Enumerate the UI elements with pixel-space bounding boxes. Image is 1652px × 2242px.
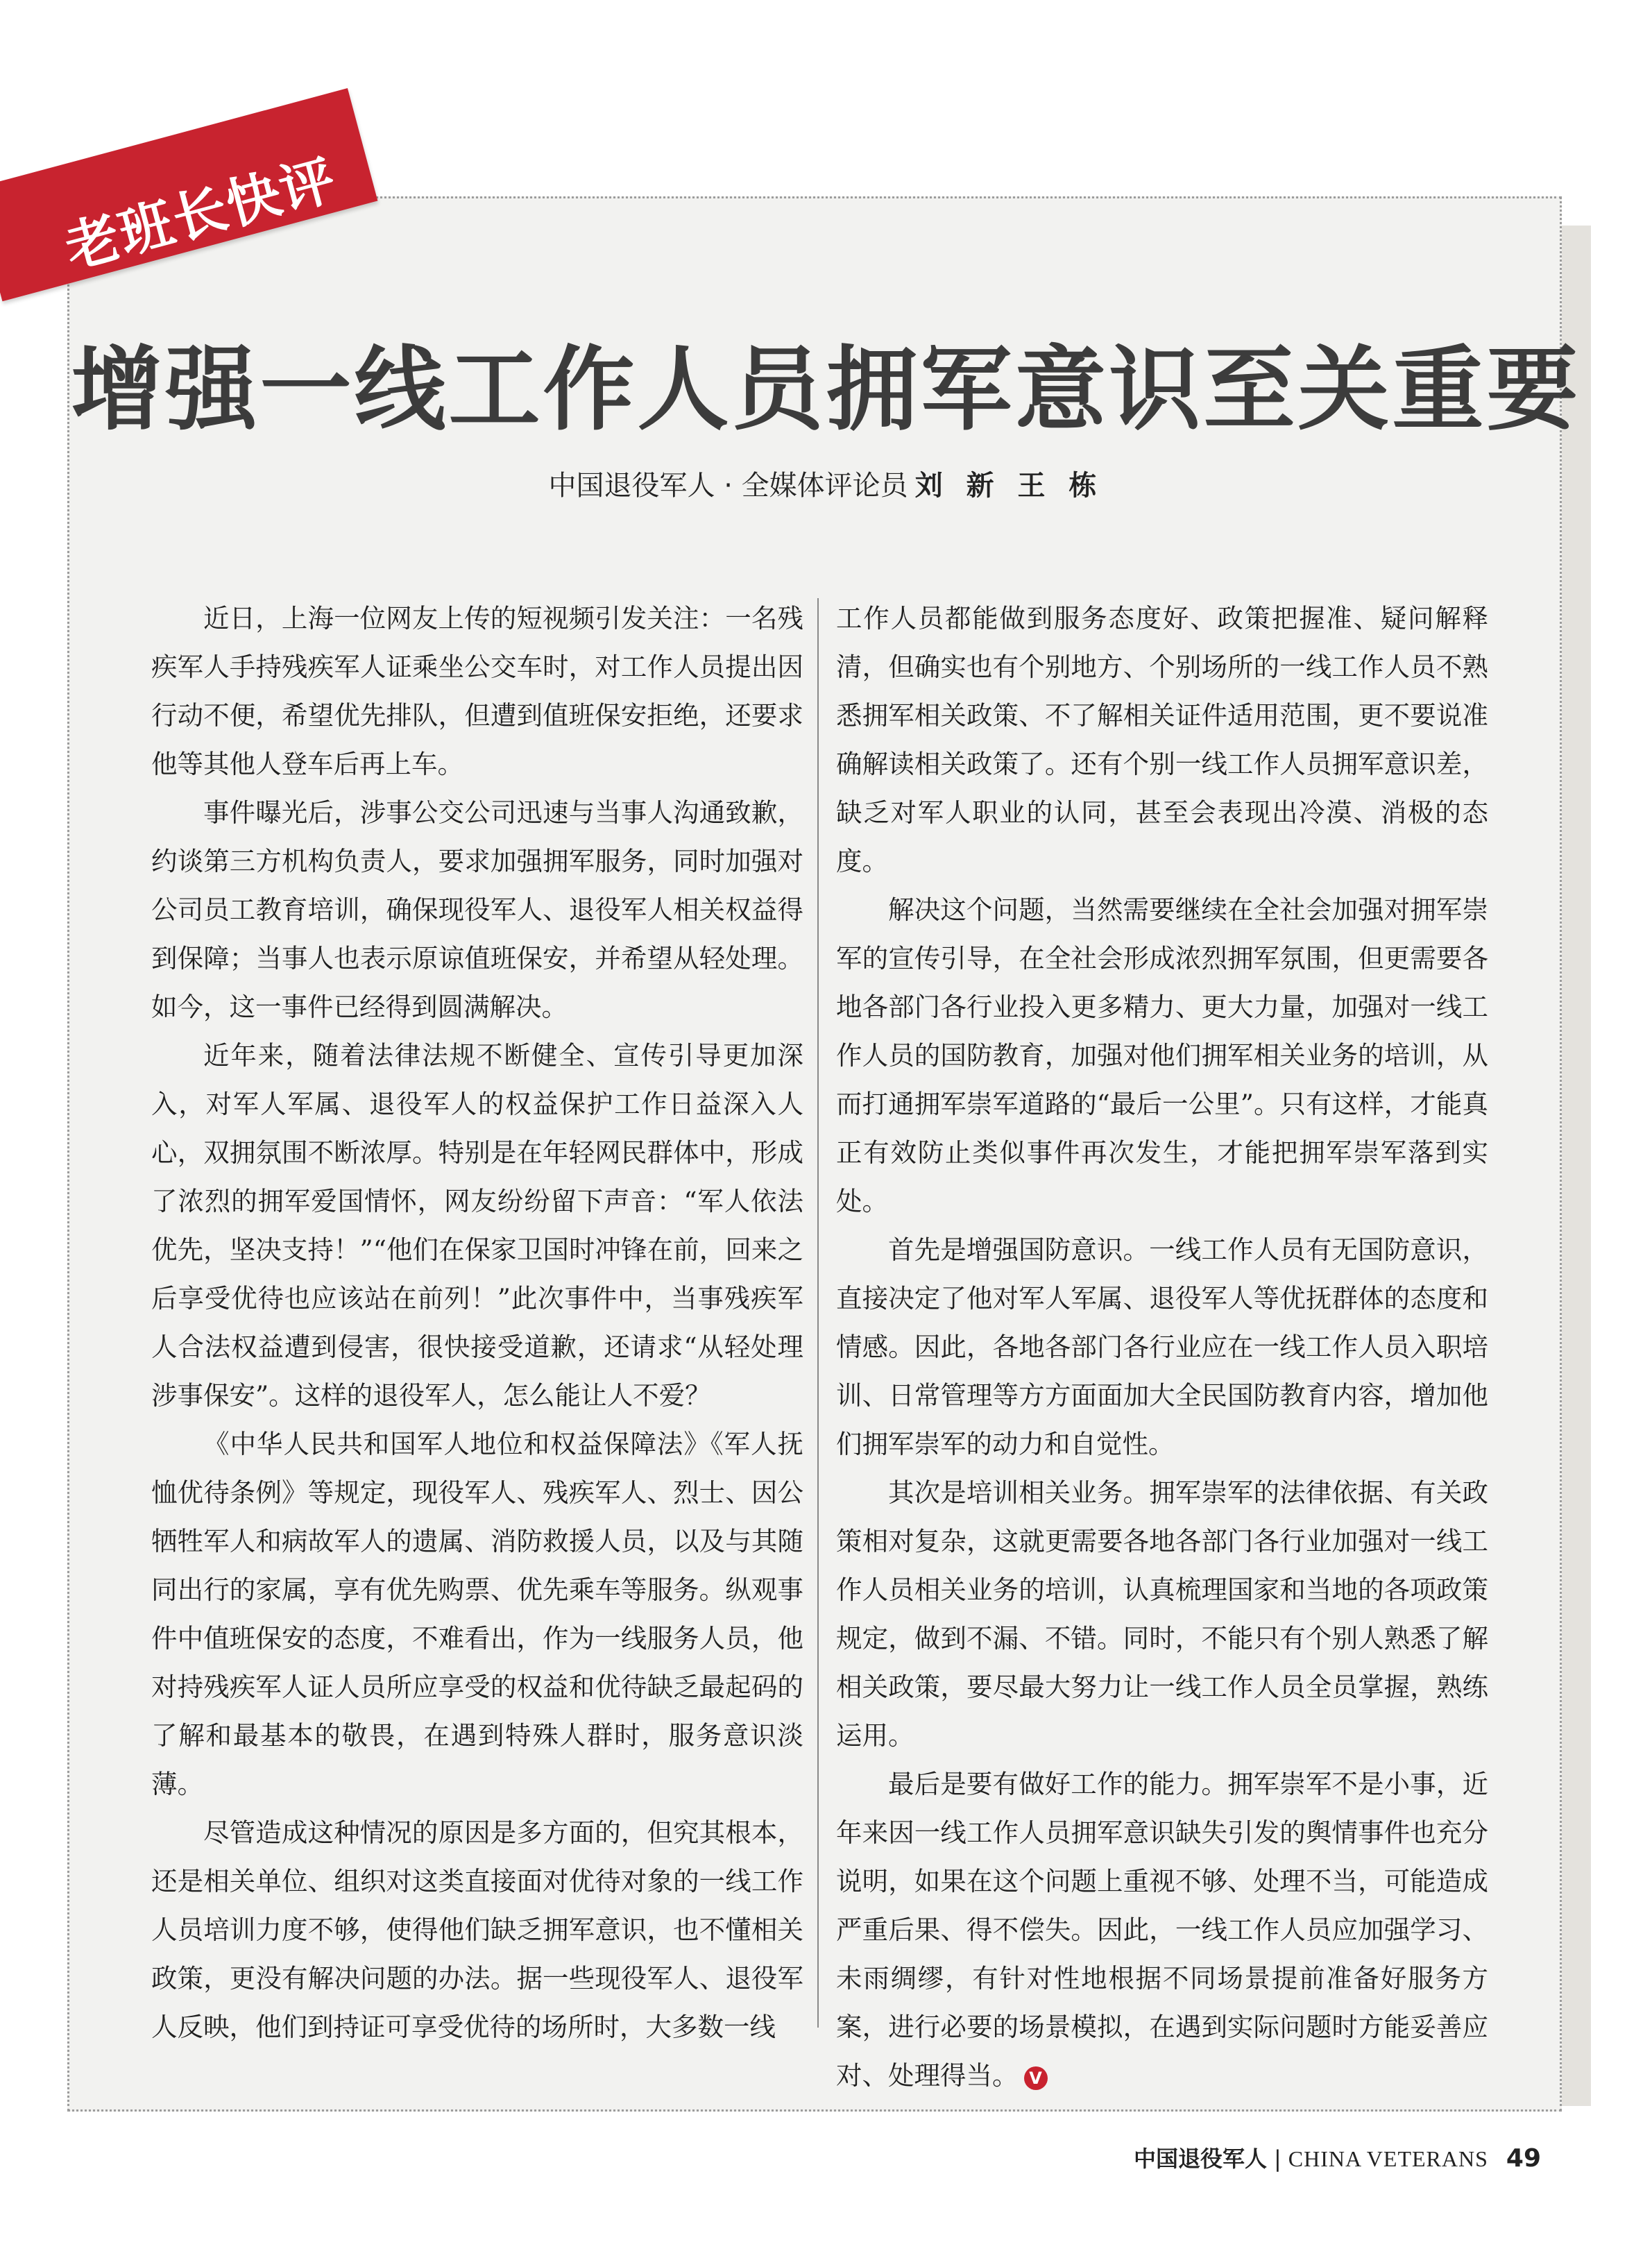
paragraph: 其次是培训相关业务。拥军崇军的法律依据、有关政策相对复杂，这就更需要各地各部门各行业加强对一线工作人员相关业务的培训，认真梳理国家和当地的各项政策规定，做到不漏、不错。同时，不能只有个别人熟悉了解相关政策，要尽最大努力让一线工作人员全员掌握，熟练运用。 (836, 1477, 1488, 1751)
paragraph: 首先是增强国防意识。一线工作人员有无国防意识，直接决定了他对军人军属、退役军人等优抚群体的态度和情感。因此，各地各部门各行业应在一线工作人员入职培训、日常管理等方方面面加大全民国防教育内容，增加他们拥军崇军的动力和自觉性。 (836, 1234, 1488, 1459)
right-column (836, 594, 1488, 2100)
footer-magazine-name: 中国退役军人 (1134, 2146, 1268, 2172)
byline (0, 464, 1652, 503)
article-title: 增强一线工作人员拥军意识至关重要 (71, 336, 1581, 443)
paragraph: 事件曝光后，涉事公交公司迅速与当事人沟通致歉，约谈第三方机构负责人，要求加强拥军服务，同时加强对公司员工教育培训，确保现役军人、退役军人相关权益得到保障；当事人也表示原谅值班保安，并希望从轻处理。如今，这一事件已经得到圆满解决。 (151, 797, 803, 1022)
byline-authors: 刘 新 王 栋 (914, 470, 1104, 502)
paragraph-text: 最后是要有做好工作的能力。拥军崇军不是小事，近年来因一线工作人员拥军意识缺失引发的舆情事件也充分说明，如果在这个问题上重视不够、处理不当，可能造成严重后果、得不偿失。因此，一线工作人员应加强学习、未雨绸缪，有针对性地根据不同场景提前准备好服务方案，进行必要的场景模拟，在遇到实际问题时方能妥善应对、处理得当。 (836, 1769, 1488, 2091)
page-footer (1134, 2141, 1541, 2173)
paragraph-continued: 工作人员都能做到服务态度好、政策把握准、疑问解释清，但确实也有个别地方、个别场所的一线工作人员不熟悉拥军相关政策、不了解相关证件适用范围，更不要说准确解读相关政策了。还有个别一线工作人员拥军意识差，缺乏对军人职业的认同，甚至会表现出冷漠、消极的态度。 (836, 603, 1488, 876)
paragraph: 近日，上海一位网友上传的短视频引发关注：一名残疾军人手持残疾军人证乘坐公交车时，对工作人员提出因行动不便，希望优先排队，但遭到值班保安拒绝，还要求他等其他人登车后再上车。 (151, 603, 803, 779)
paragraph: 近年来，随着法律法规不断健全、宣传引导更加深入，对军人军属、退役军人的权益保护工作日益深入人心，双拥氛围不断浓厚。特别是在年轻网民群体中，形成了浓烈的拥军爱国情怀，网友纷纷留下声音：“军人依法优先，坚决支持！”“他们在保家卫国时冲锋在前，回来之后享受优待也应该站在前列！”此次事件中，当事残疾军人合法权益遭到侵害，很快接受道歉，还请求“从轻处理涉事保安”。这样的退役军人，怎么能让人不爱？ (151, 1040, 803, 1411)
footer-english-name: CHINA VETERANS (1288, 2146, 1488, 2171)
footer-separator: | (1274, 2146, 1281, 2172)
column-tag: 老班长快评 (58, 147, 343, 281)
paragraph: 解决这个问题，当然需要继续在全社会加强对拥军崇军的宣传引导，在全社会形成浓烈拥军氛围，但更需要各地各部门各行业投入更多精力、更大力量，加强对一线工作人员的国防教育，加强对他们拥军相关业务的培训，从而打通拥军崇军道路的“最后一公里”。只有这样，才能真正有效防止类似事件再次发生，才能把拥军崇军落到实处。 (836, 894, 1488, 1216)
paragraph-last (836, 1760, 1488, 2100)
page-number: 49 (1506, 2144, 1541, 2173)
paragraph: 《中华人民共和国军人地位和权益保障法》《军人抚恤优待条例》等规定，现役军人、残疾军人、烈士、因公牺牲军人和病故军人的遗属、消防救援人员，以及与其随同出行的家属，享有优先购票、优先乘车等服务。纵观事件中值班保安的态度，不难看出，作为一线服务人员，他对持残疾军人证人员所应享受的权益和优待缺乏最起码的了解和最基本的敬畏，在遇到特殊人群时，服务意识淡薄。 (151, 1429, 803, 1799)
paragraph: 尽管造成这种情况的原因是多方面的，但究其根本，还是相关单位、组织对这类直接面对优待对象的一线工作人员培训力度不够，使得他们缺乏拥军意识，也不懂相关政策，更没有解决问题的办法。据一些现役军人、退役军人反映，他们到持证可享受优待的场所时，大多数一线 (151, 1817, 803, 2042)
end-mark-icon: V (1024, 2066, 1048, 2090)
left-column (151, 594, 803, 2051)
byline-prefix: 中国退役军人 · 全媒体评论员 (548, 470, 908, 502)
column-divider (817, 598, 819, 2028)
